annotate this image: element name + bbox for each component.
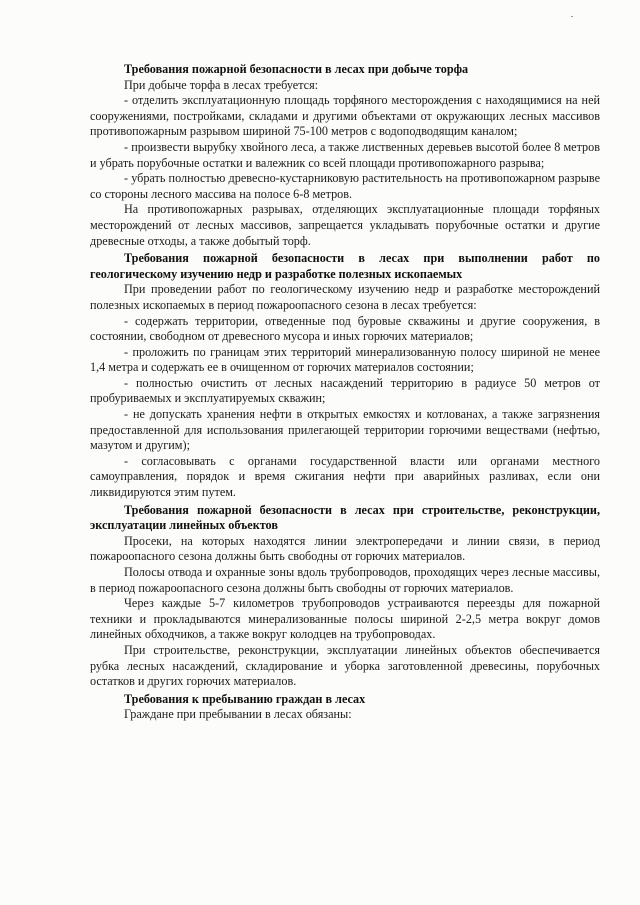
- paragraph: При проведении работ по геологическому изучению недр и разработке месторождений полезных ископаемых в период пожароопасного сезона в лесах требуется:: [90, 282, 600, 312]
- list-item: - полностью очистить от лесных насаждений территорию в радиусе 50 метров от пробуриваемых и эксплуатируемых скважин;: [90, 375, 600, 406]
- paragraph: Полосы отвода и охранные зоны вдоль трубопроводов, проходящих через лесные массивы, в период пожароопасного сезона должны быть свободны от горючих материалов.: [90, 565, 600, 595]
- section-heading-linear-objects: Требования пожарной безопасности в лесах при строительстве, реконструкции, эксплуатации линейных объектов: [90, 502, 600, 533]
- list-item: - содержать территории, отведенные под буровые скважины и другие сооружения, в состоянии, свободном от древесного мусора и иных горючих материалов;: [90, 313, 600, 344]
- paragraph: Граждане при пребывании в лесах обязаны:: [124, 707, 352, 722]
- scan-speck: [571, 16, 573, 17]
- list-item: - согласовывать с органами государственной власти или органами местного самоуправления, порядок и время сжигания нефти при аварийных разливах, если они ликвидируются этим путем.: [90, 453, 600, 500]
- list-item: - не допускать хранения нефти в открытых емкостях и котлованах, а также загрязнения предоставленной для использования прилегающей территории горючими веществами (нефтью, мазутом и другим);: [90, 407, 600, 453]
- document-body: [90, 62, 600, 723]
- paragraph: При добыче торфа в лесах требуется:: [124, 77, 319, 92]
- section-heading-peat: Требования пожарной безопасности в лесах при добыче торфа: [124, 62, 469, 76]
- list-item: - произвести вырубку хвойного леса, а также лиственных деревьев высотой более 8 метров и убрать порубочные остатки и валежник со всей площади противопожарного разрыва;: [90, 139, 600, 170]
- section-heading-citizens: Требования к пребыванию граждан в лесах: [124, 691, 366, 706]
- list-item: - проложить по границам этих территорий минерализованную полосу шириной не менее 1,4 метра и содержать ее в очищенном от горючих материалов состоянии;: [90, 344, 600, 375]
- list-item: - убрать полностью древесно-кустарниковую растительность на противопожарном разрыве со стороны лесного массива на полосе 6-8 метров.: [90, 171, 600, 201]
- section-heading-geology: Требования пожарной безопасности в лесах при выполнении работ по геологическому изучению недр и разработке полезных ископаемых: [90, 251, 600, 281]
- paragraph: Через каждые 5-7 километров трубопроводов устраиваются переезды для пожарной техники и прокладываются минерализованные полосы шириной 2-2,5 метра вокруг домов линейных обходчиков, а также вокруг колодцев на трубопроводах.: [90, 596, 600, 642]
- paragraph: При строительстве, реконструкции, эксплуатации линейных объектов обеспечивается рубка лесных насаждений, складирование и уборка заготовленной древесины, порубочных остатков и других горючих материалов.: [90, 642, 600, 689]
- list-item: - отделить эксплуатационную площадь торфяного месторождения с находящимися на ней сооружениями, постройками, складами и другими объектами от окружающих лесных массивов противопожарным разрывом шириной 75-100 метров с водоподводящим каналом;: [90, 93, 600, 139]
- paragraph: На противопожарных разрывах, отделяющих эксплуатационные площади торфяных месторождений от лесных массивов, запрещается укладывать порубочные остатки и другие древесные отходы, а также добытый торф.: [90, 202, 600, 248]
- paragraph: Просеки, на которых находятся линии электропередачи и линии связи, в период пожароопасного сезона должны быть свободны от горючих материалов.: [90, 533, 600, 564]
